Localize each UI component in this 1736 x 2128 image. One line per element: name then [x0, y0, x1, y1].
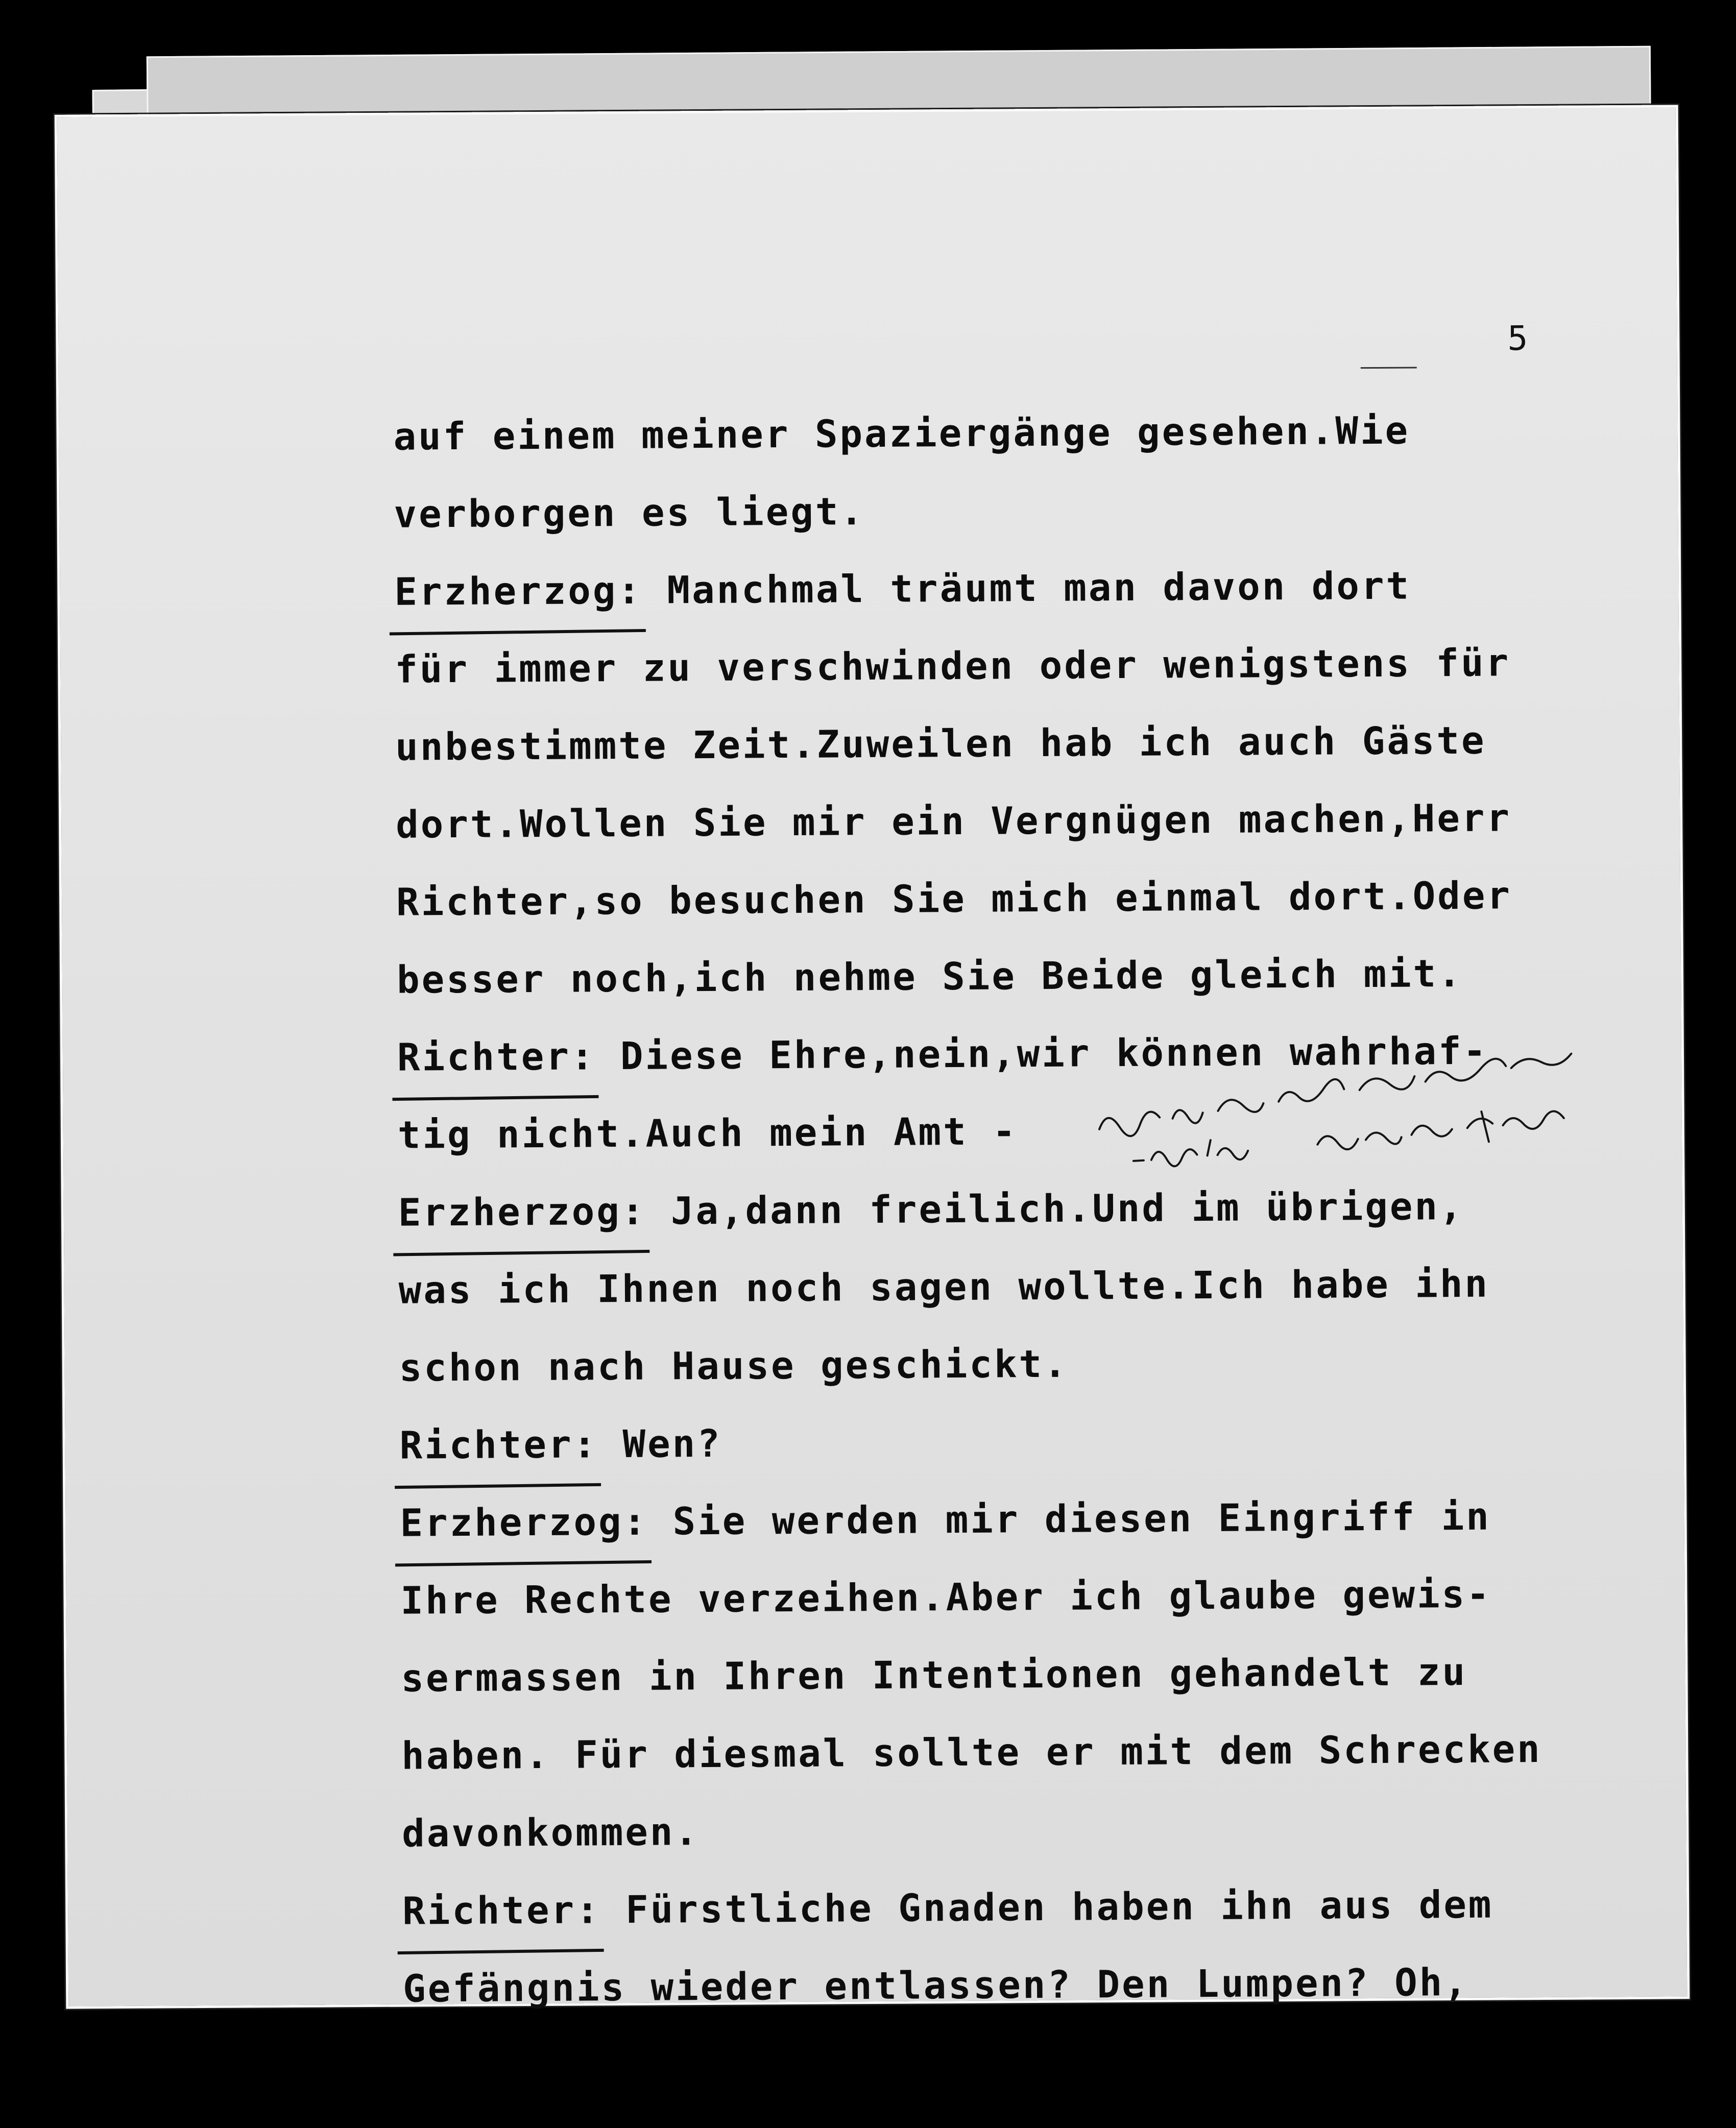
- speaker-label: Richter:: [397, 1028, 596, 1089]
- line-text: Ja,dann freilich.Und im übrigen,: [646, 1184, 1464, 1234]
- speaker-label: Richter:: [399, 1416, 598, 1477]
- speaker-label: Richter:: [402, 1882, 601, 1942]
- line-text: tig nicht.Auch mein Amt -: [397, 1109, 1018, 1157]
- typescript-body: [393, 401, 1664, 2039]
- text-line: [403, 1953, 1665, 2039]
- text-line: [399, 1333, 1660, 1418]
- line-text: dort.Wollen Sie mir ein Vergnügen machen,Herr: [395, 796, 1512, 847]
- text-line: [401, 1643, 1662, 1728]
- text-line: [400, 1488, 1661, 1573]
- text-line: [396, 867, 1658, 952]
- line-text: Manchmal träumt man davon dort: [642, 564, 1411, 613]
- pencil-mark: [1361, 367, 1417, 369]
- line-text: Wen?: [597, 1421, 722, 1467]
- text-line: [399, 1410, 1661, 1495]
- line-text: verborgen es liegt.: [394, 490, 865, 537]
- text-line: [394, 557, 1656, 642]
- speaker-label: Erzherzog:: [400, 1494, 648, 1555]
- text-line: [397, 945, 1658, 1030]
- line-text: Diese Ehre,nein,wir können wahrhaf-: [595, 1029, 1488, 1079]
- text-line: [401, 1721, 1663, 1806]
- line-text: Richter,so besuchen Sie mich einmal dort.Oder: [396, 874, 1512, 925]
- line-text: schon nach Hause geschickt.: [399, 1342, 1069, 1390]
- line-text: für immer zu verschwinden oder wenigstens für: [395, 641, 1511, 692]
- text-line: [398, 1255, 1660, 1340]
- line-text: sermassen in Ihren Intentionen gehandelt zu: [401, 1650, 1467, 1701]
- line-text: Gefängnis wieder entlassen? Den Lumpen? Oh,: [402, 1960, 1469, 2011]
- line-text: Fürstliche Gnaden haben ihn aus dem: [600, 1882, 1493, 1932]
- line-text: Sie werden mir diesen Eingriff in: [647, 1494, 1491, 1544]
- text-line: [394, 479, 1655, 564]
- text-line: [400, 1565, 1662, 1651]
- line-text: besser noch,ich nehme Sie Beide gleich mit.: [396, 951, 1463, 1002]
- line-text: haben. Für diesmal sollte er mit dem Schrecken: [401, 1727, 1542, 1778]
- speaker-label: Erzherzog:: [398, 1183, 646, 1244]
- text-line: [396, 789, 1657, 875]
- text-line: [395, 634, 1656, 719]
- line-text: Ihre Rechte verzeihen.Aber ich glaube gewis-: [400, 1572, 1491, 1623]
- speaker-label: Erzherzog:: [394, 563, 642, 623]
- text-line: [395, 712, 1657, 797]
- line-text: davonkommen.: [402, 1810, 700, 1856]
- line-text: unbestimmte Zeit.Zuweilen hab ich auch Gäste: [395, 718, 1486, 769]
- reverse-side-bleed-through: [370, 373, 1606, 381]
- text-line: [402, 1876, 1664, 1961]
- line-text: auf einem meiner Spaziergänge gesehen.Wie: [393, 408, 1410, 459]
- typed-page: [55, 105, 1690, 2009]
- text-line: [398, 1177, 1660, 1263]
- text-line: [402, 1798, 1663, 1883]
- page-number: 5: [1507, 319, 1528, 358]
- text-line: [393, 401, 1655, 487]
- line-text: was ich Ihnen noch sagen wollte.Ich habe ihn: [398, 1262, 1490, 1313]
